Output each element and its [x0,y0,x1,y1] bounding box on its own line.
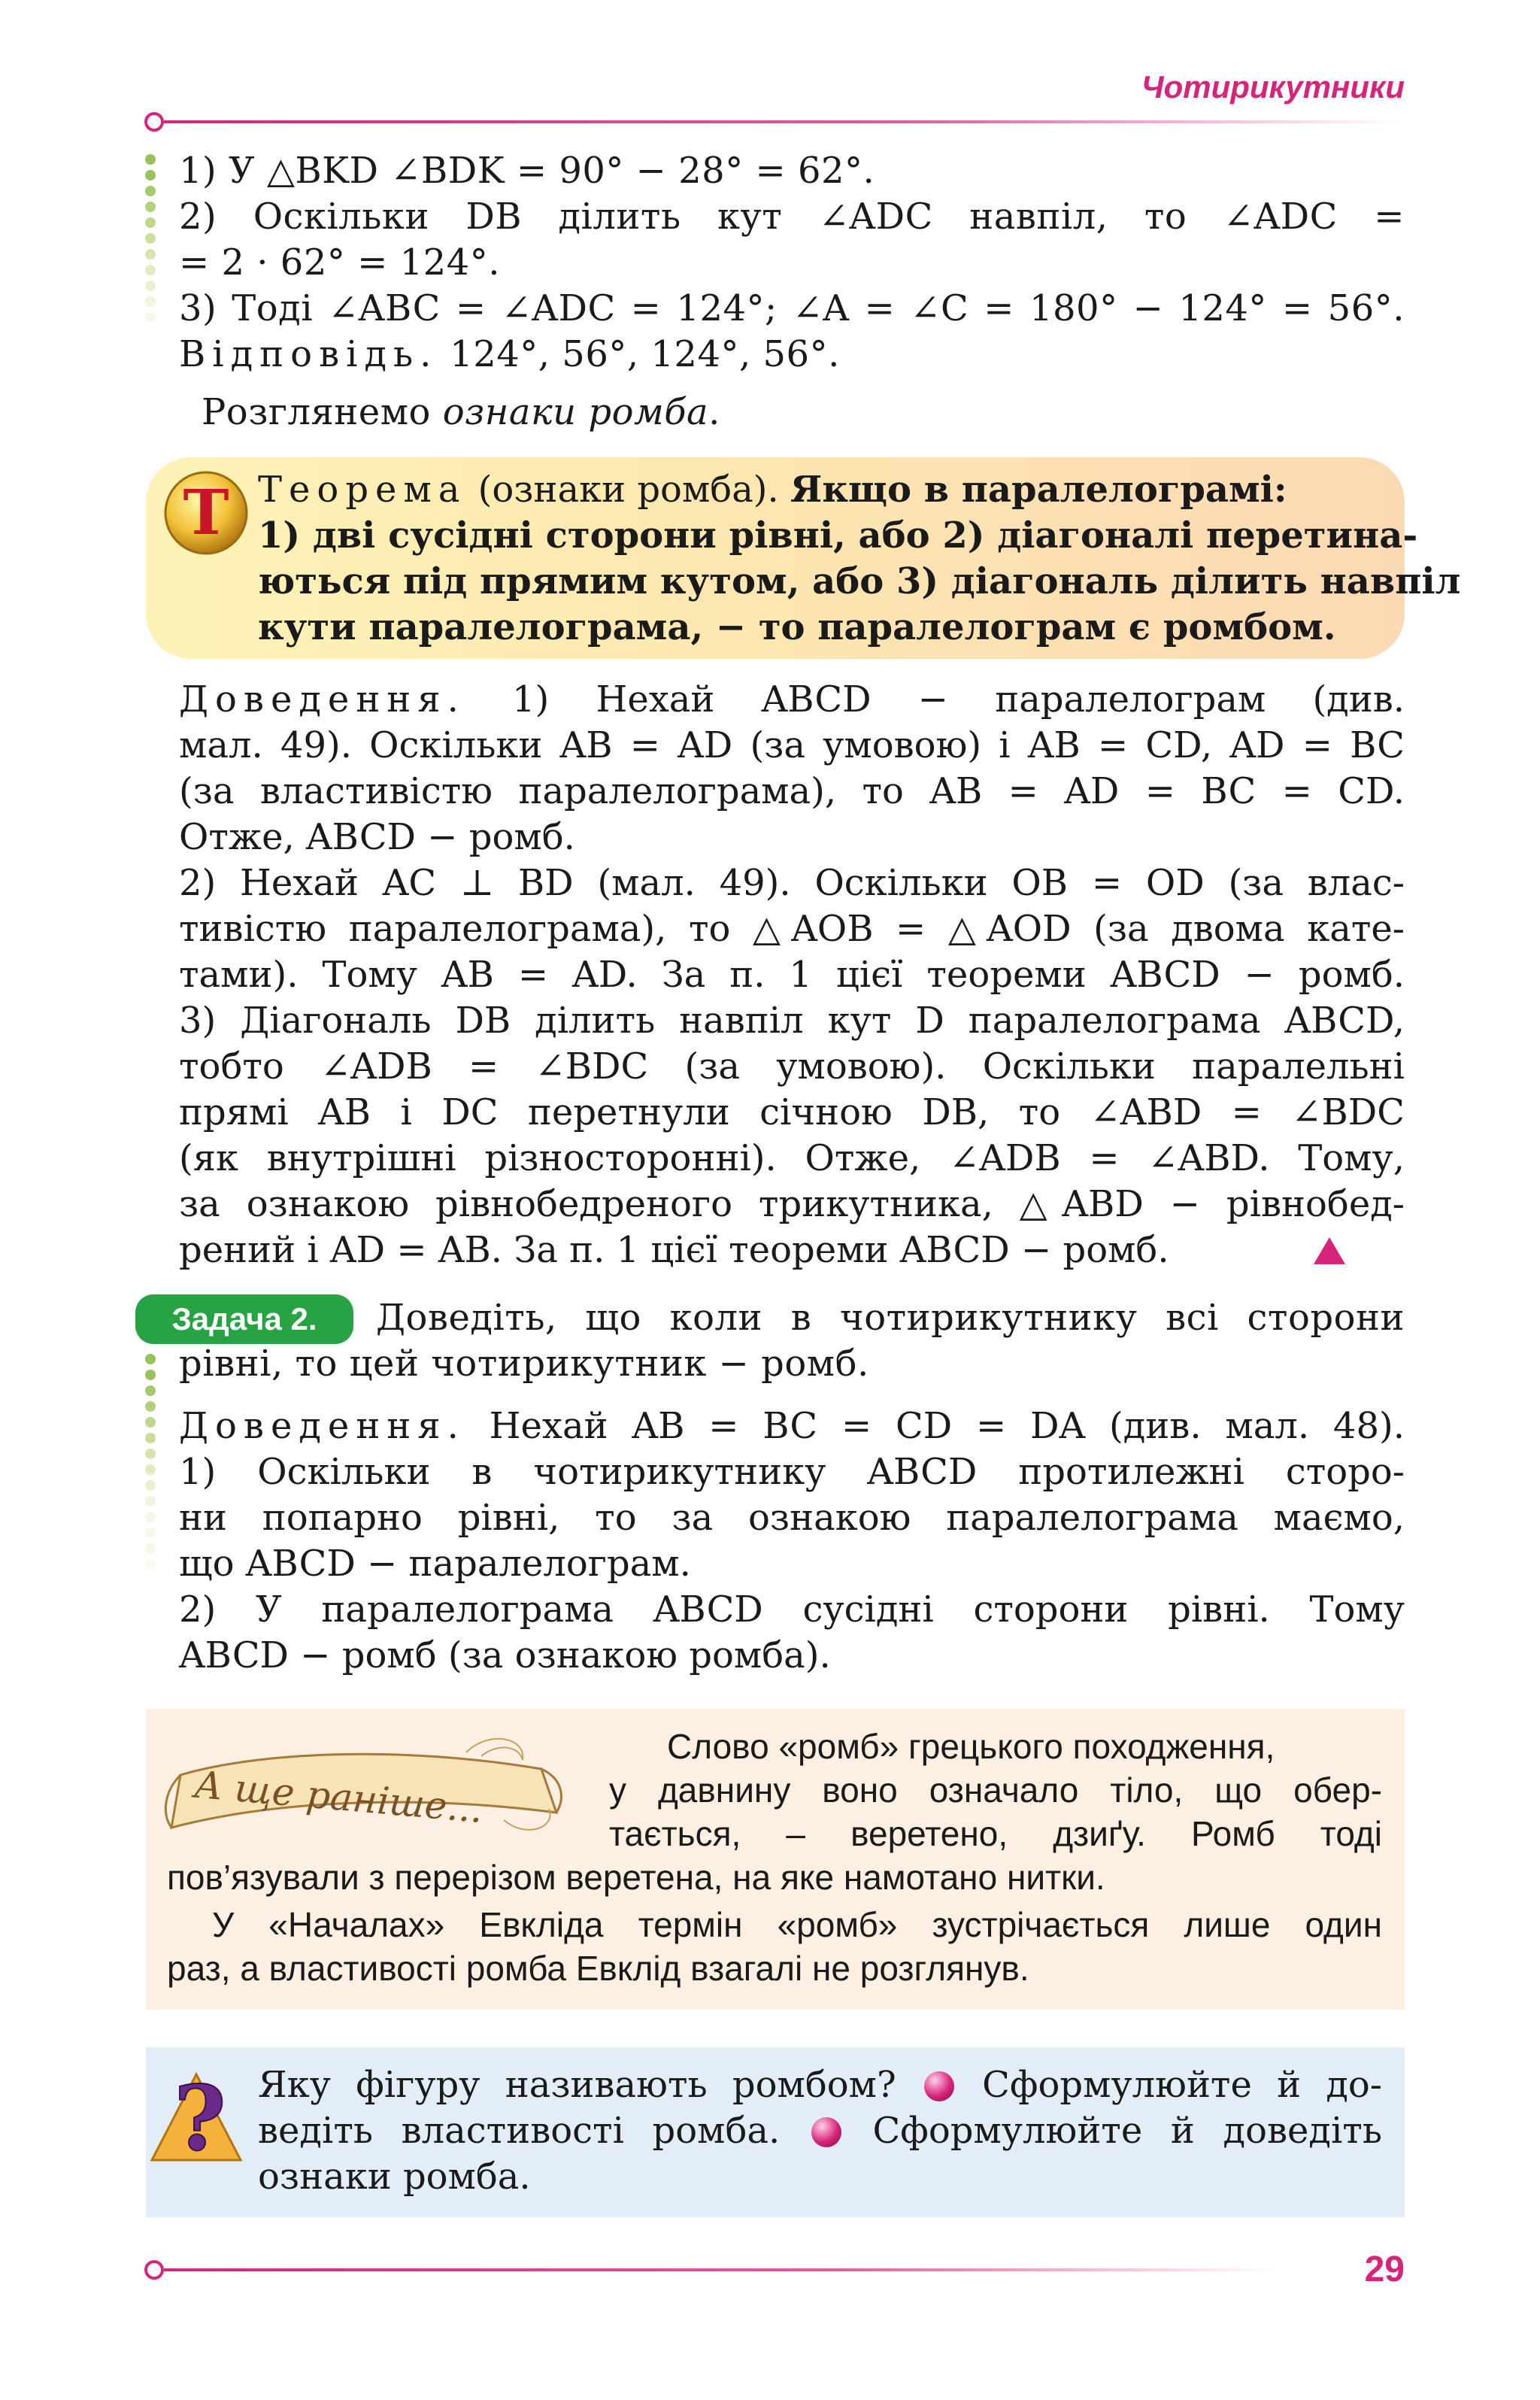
proof-line-3: (за властивістю паралелограма), то AB = AD = BC = CD. [179,770,1405,812]
solution-answer [179,332,1405,378]
question-2b: ведіть властивості ромба. [258,2110,781,2152]
question-bullet-icon [811,2117,841,2147]
solution-line-1: 1) У △BKD ∠BDK = 90° − 28° = 62°. [179,150,875,192]
history-line-6: раз, а властивості ромба Евклід взагалі не розглянув. [167,1949,1029,1988]
questions-line-3: ознаки ромба. [258,2156,531,2198]
intro-line [202,390,1427,435]
task-proof-line-5: 2) У паралелограма ABCD сусідні сторони рівні. Тому [179,1588,1405,1631]
task-proof-line-1 [179,1403,1405,1449]
proof-line-1 [179,677,1405,723]
solution-line-4: 3) Тоді ∠ABC = ∠ADC = 124°; ∠A = ∠C = 180° − 124° = 56°. [179,287,1405,329]
history-banner-text: А ще раніше... [192,1762,485,1831]
theorem-line-1 [258,467,1382,513]
history-line-4: пов’язували з перерізом веретена, на яке намотано нитки. [167,1858,1105,1897]
proof-line-6: тивістю паралелограма), то △AOB = △AOD (за двома кате- [179,908,1405,950]
theorem-line-2 [258,513,1418,559]
solution-line-3: = 2 · 62° = 124°. [179,241,500,284]
question-2a: Сформулюйте й до- [982,2064,1382,2106]
theorem-l4: кути паралелограма, − то паралелограм є ромбом. [258,606,1336,648]
history-banner-scroll-icon [150,1722,571,1850]
question-3: Сформулюйте й доведіть [872,2110,1382,2152]
theorem-badge-letter: Т [183,477,229,549]
proof-line-8: 3) Діагональ DB ділить навпіл кут D паралелограма ABCD, [179,1000,1405,1042]
margin-dots-task [142,1354,159,1575]
proof-line-7: тами). Тому AB = AD. За п. 1 цієї теореми ABCD − ромб. [179,954,1405,996]
theorem-l3: ються під прямим кутом, або 3) діагональ ділить навпіл [258,560,1461,602]
svg-text:?: ? [174,2066,226,2171]
task-proof-label: Доведення. [179,1405,465,1447]
margin-dots-solution [142,154,159,328]
task-proof-line-2: 1) Оскільки в чотирикутнику ABCD протилежні сторо- [179,1451,1405,1493]
history-line-3: тається, – веретено, дзиґу. Ромб тоді [609,1814,1382,1853]
proof-line-11: (як внутрішні різносторонні). Отже, ∠ADB = ∠ABD. Тому, [179,1137,1405,1179]
task-proof-line-6: ABCD − ромб (за ознакою ромба). [179,1634,831,1676]
proof-line-10: прямі AB і DC перетнули січною DB, то ∠ABD = ∠BDC [179,1091,1405,1133]
solution-line-2: 2) Оскільки DB ділить кут ∠ADC навпіл, то ∠ADC = [179,196,1405,238]
proof-label: Доведення. [179,678,465,721]
question-bullet-icon [924,2071,954,2101]
proof-line-2: мал. 49). Оскільки AB = AD (за умовою) і AB = CD, AD = BC [179,724,1405,766]
proof-line-13 [179,1227,1329,1273]
task-line-2: рівні, то цей чотирикутник − ромб. [179,1343,869,1385]
proof-line-5: 2) Нехай AC ⊥ BD (мал. 49). Оскільки OB = OD (за влас- [179,862,1405,904]
theorem-l1-bold: Якщо в паралелограмі: [790,469,1287,511]
theorem-badge-icon [161,468,251,558]
history-line-5: У «Началах» Евкліда термін «ромб» зустрічається лише один [212,1905,1382,1944]
question-1: Яку фігуру називають ромбом? [258,2064,896,2106]
theorem-l2: 1) дві сусідні сторони рівні, або 2) діагоналі перетина- [258,514,1418,557]
theorem-label: Теорема [258,469,467,511]
footer-ring-marker [144,2260,164,2280]
answer-text: 124°, 56°, 124°, 56°. [438,333,840,375]
question-mark-icon [147,2061,245,2174]
task-line-1: Доведіть, що коли в чотирикутнику всі сторони [376,1297,1405,1339]
proof-line-4: Отже, ABCD − ромб. [179,816,575,858]
header-ring-marker [144,112,164,132]
task-proof-line-3: ни попарно рівні, то за ознакою паралелограма маємо, [179,1497,1405,1539]
task-badge: Задача 2. [135,1294,353,1344]
intro-text: Розглянемо [202,391,443,433]
proof-l1: 1) Нехай ABCD − паралелограм (див. [465,678,1405,721]
page-number: 29 [1364,2250,1405,2289]
footer-rule [164,2268,1277,2271]
intro-end: . [708,391,720,433]
proof-l13: рений і AD = AB. За п. 1 цієї теореми ABCD − ромб. [179,1229,1169,1271]
theorem-line-3 [258,559,1461,605]
task-proof-p1: Нехай AB = BC = CD = DA (див. мал. 48). [465,1405,1405,1447]
running-title: Чотирикутники [1141,69,1405,105]
theorem-l1-plain: (ознаки ромба). [466,469,791,511]
intro-italic: ознаки ромба [442,391,709,433]
answer-label: Відповідь. [179,333,438,375]
proof-end-triangle-icon [1312,1236,1347,1266]
task-proof-line-4: що ABCD − паралелограм. [179,1543,691,1585]
header-rule [164,120,1405,123]
proof-line-9: тобто ∠ADB = ∠BDC (за умовою). Оскільки паралельні [179,1045,1405,1088]
history-line-1: Слово «ромб» грецького походження, [667,1727,1275,1766]
proof-line-12: за ознакою рівнобедреного трикутника, △ABD − рівнобед- [179,1183,1405,1225]
history-line-2: у давнину воно означало тіло, що обер- [609,1770,1382,1810]
questions-line-1 [258,2062,1382,2108]
theorem-line-4 [258,605,1382,651]
questions-line-2 [258,2108,1382,2154]
